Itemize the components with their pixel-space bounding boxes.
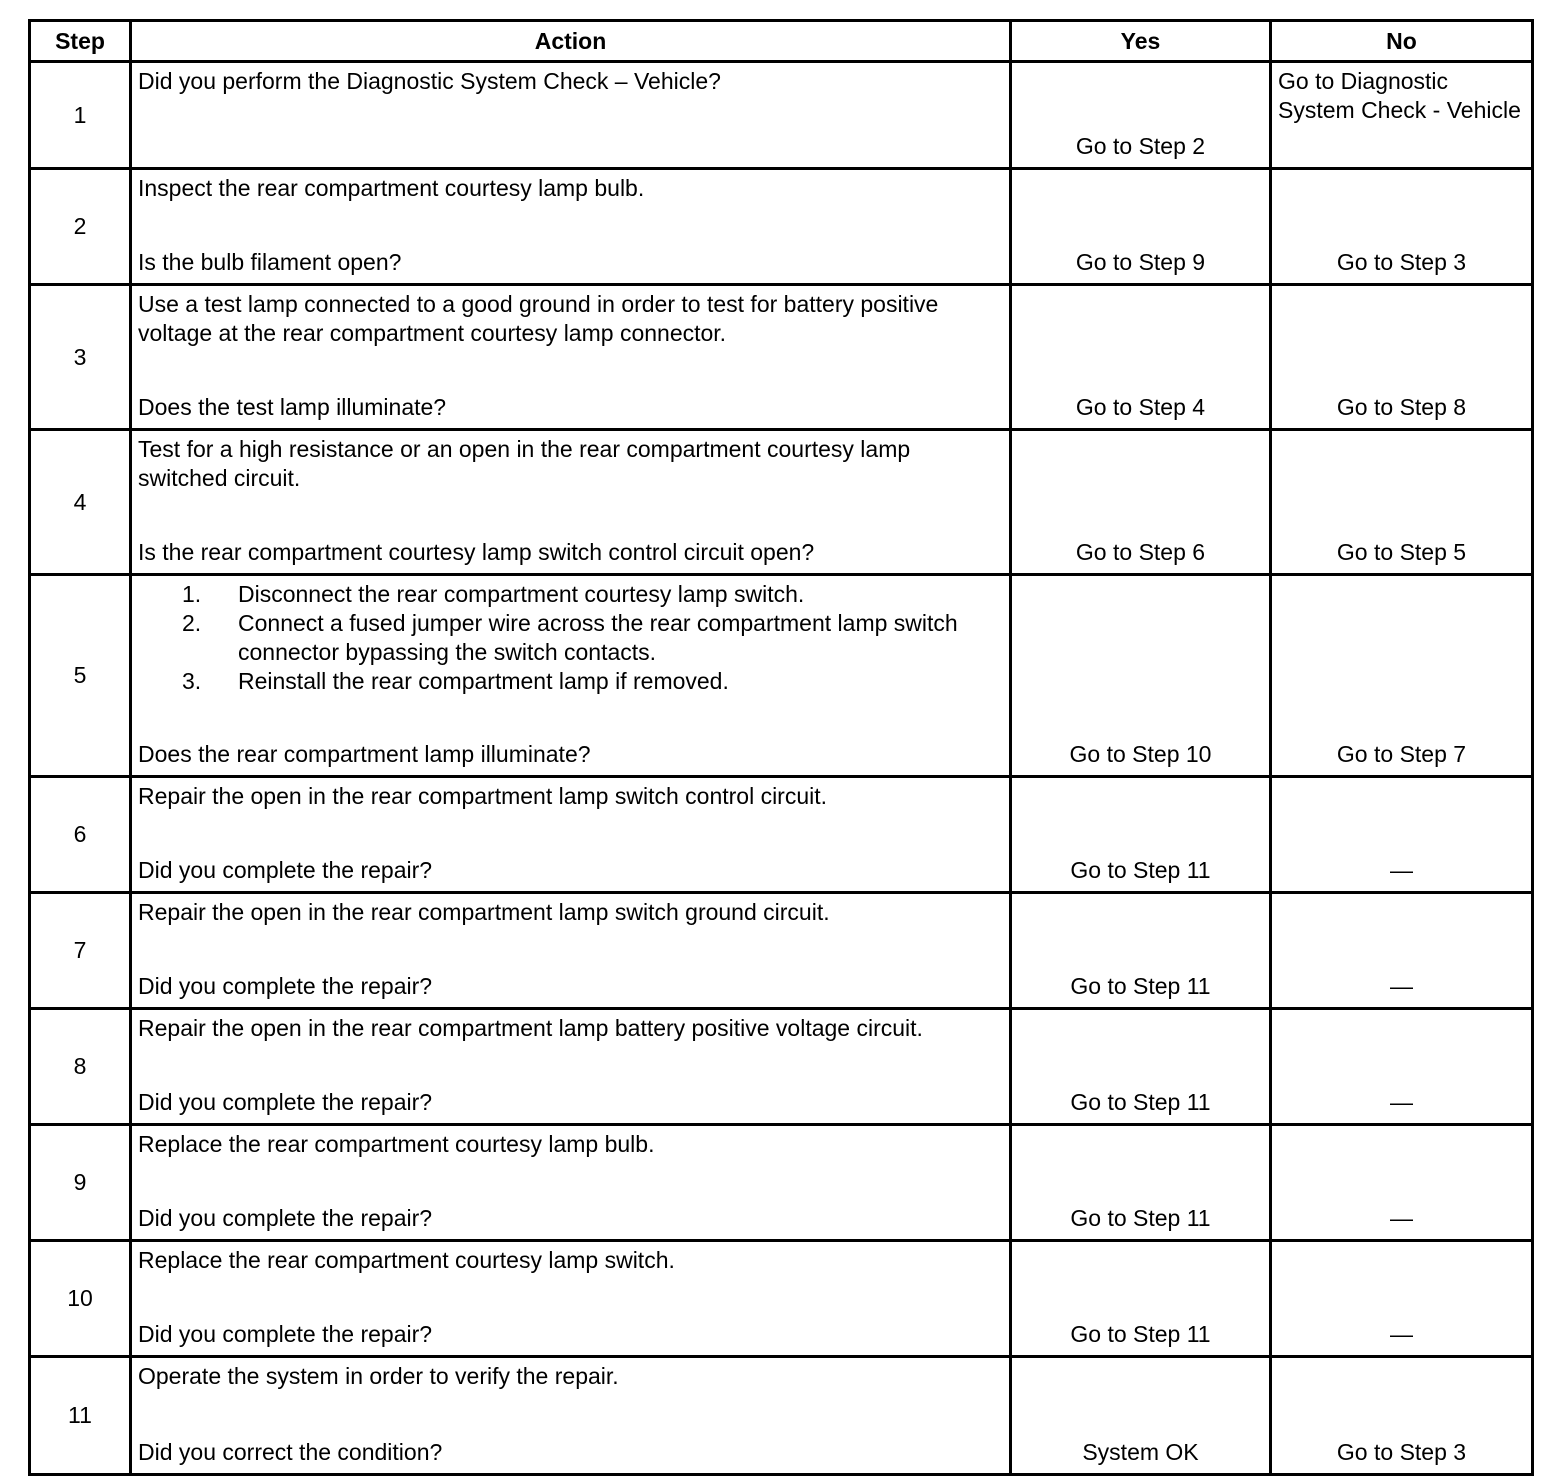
action-text: Use a test lamp connected to a good ground in order to test for battery positive voltage at the rear compartment courtesy lamp connector. [138,291,939,346]
step-number: 6 [30,777,131,893]
step-number: 10 [30,1241,131,1357]
no-result: — [1271,1241,1533,1357]
table-row [30,1125,1533,1241]
yes-result: Go to Step 6 [1011,430,1271,575]
header-no: No [1271,21,1533,62]
no-result: Go to Step 7 [1271,575,1533,777]
step-number: 9 [30,1125,131,1241]
action-text: Repair the open in the rear compartment lamp switch control circuit. [138,783,828,809]
yes-result: System OK [1011,1357,1271,1475]
action-text: Test for a high resistance or an open in the rear compartment courtesy lamp switched circuit. [138,436,911,491]
table-row [30,575,1533,777]
action-cell [131,1357,1011,1475]
step-number: 1 [30,62,131,169]
action-question: Is the rear compartment courtesy lamp switch control circuit open? [138,539,815,565]
substep-number: 1. [182,581,202,607]
action-question: Did you complete the repair? [138,1089,433,1115]
no-result: Go to Step 3 [1271,1357,1533,1475]
step-number: 8 [30,1009,131,1125]
action-question: Is the bulb filament open? [138,249,402,275]
action-cell [131,1009,1011,1125]
substep-text: Reinstall the rear compartment lamp if removed. [238,668,729,694]
action-text: Operate the system in order to verify the repair. [138,1363,619,1389]
step-number: 4 [30,430,131,575]
yes-result: Go to Step 2 [1011,62,1271,169]
action-text: Replace the rear compartment courtesy lamp switch. [138,1247,675,1273]
yes-result: Go to Step 11 [1011,1241,1271,1357]
table-row [30,1241,1533,1357]
table-row [30,62,1533,169]
no-result: — [1271,1009,1533,1125]
header-action: Action [131,21,1011,62]
step-number: 7 [30,893,131,1009]
substep-item [182,609,1003,667]
header-yes: Yes [1011,21,1271,62]
substep-text: Connect a fused jumper wire across the rear compartment lamp switch connector bypassing the switch contacts. [238,610,958,665]
action-cell [131,777,1011,893]
action-text: Inspect the rear compartment courtesy lamp bulb. [138,175,645,201]
action-question: Did you correct the condition? [138,1439,443,1465]
yes-result: Go to Step 11 [1011,1125,1271,1241]
table-row [30,893,1533,1009]
step-number: 5 [30,575,131,777]
action-cell [131,285,1011,430]
step-number: 2 [30,169,131,285]
action-cell [131,169,1011,285]
no-result: Go to Step 5 [1271,430,1533,575]
header-row [30,21,1533,62]
no-result: — [1271,893,1533,1009]
action-question: Does the test lamp illuminate? [138,394,447,420]
substep-list [138,580,1003,696]
yes-result: Go to Step 9 [1011,169,1271,285]
action-question: Does the rear compartment lamp illuminate? [138,741,591,767]
no-result: — [1271,1125,1533,1241]
table-row [30,1357,1533,1475]
action-text: Did you perform the Diagnostic System Check – Vehicle? [138,68,721,94]
action-text: Replace the rear compartment courtesy lamp bulb. [138,1131,655,1157]
action-question: Did you complete the repair? [138,857,433,883]
no-result: Go to Diagnostic System Check - Vehicle [1271,62,1533,169]
no-result: Go to Step 8 [1271,285,1533,430]
diagnostic-table [28,19,1534,1476]
action-cell [131,1241,1011,1357]
action-text: Repair the open in the rear compartment lamp battery positive voltage circuit. [138,1015,923,1041]
table-row [30,777,1533,893]
header-step: Step [30,21,131,62]
step-number: 11 [30,1357,131,1475]
substep-item [182,580,1003,609]
yes-result: Go to Step 4 [1011,285,1271,430]
no-result: Go to Step 3 [1271,169,1533,285]
action-question: Did you complete the repair? [138,1321,433,1347]
yes-result: Go to Step 11 [1011,893,1271,1009]
yes-result: Go to Step 11 [1011,777,1271,893]
action-text: Repair the open in the rear compartment lamp switch ground circuit. [138,899,830,925]
yes-result: Go to Step 11 [1011,1009,1271,1125]
yes-result: Go to Step 10 [1011,575,1271,777]
substep-number: 3. [182,668,202,694]
substep-item [182,667,1003,696]
table-row [30,430,1533,575]
no-result: — [1271,777,1533,893]
action-question: Did you complete the repair? [138,1205,433,1231]
step-number: 3 [30,285,131,430]
action-cell [131,62,1011,169]
table-row [30,285,1533,430]
table-row [30,1009,1533,1125]
action-cell [131,430,1011,575]
action-cell [131,893,1011,1009]
action-question: Did you complete the repair? [138,973,433,999]
table-row [30,169,1533,285]
substep-number: 2. [182,610,202,636]
action-cell [131,575,1011,777]
action-cell [131,1125,1011,1241]
substep-text: Disconnect the rear compartment courtesy lamp switch. [238,581,805,607]
